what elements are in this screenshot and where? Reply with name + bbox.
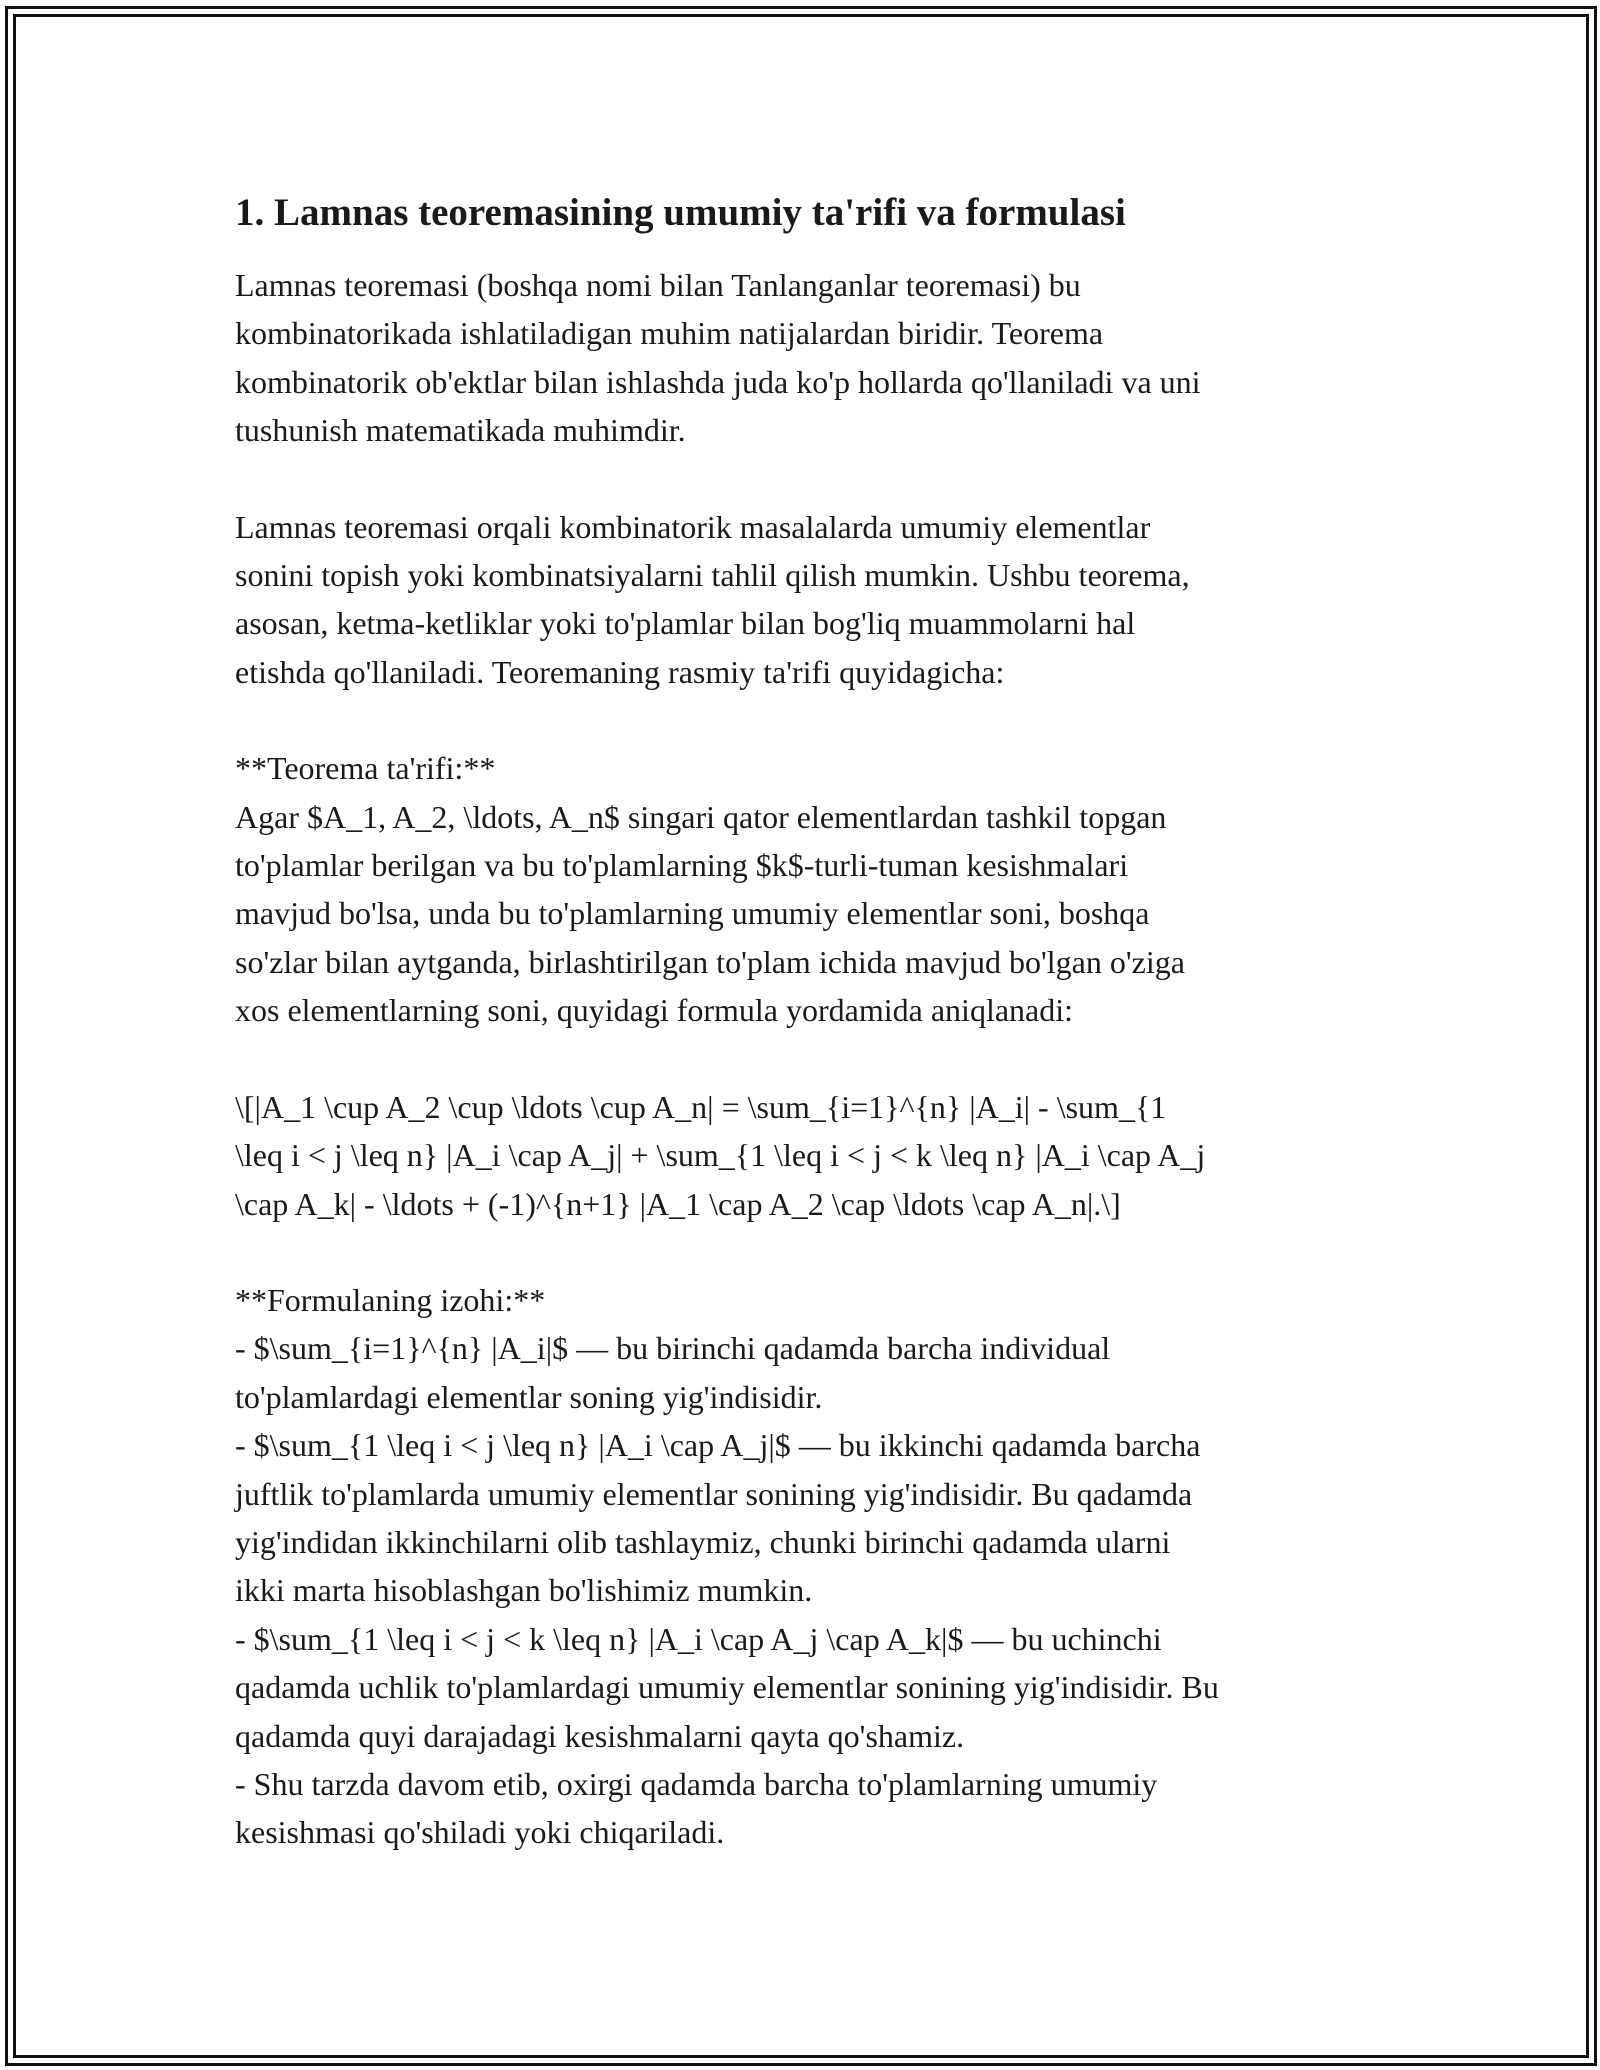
text-line: asosan, ketma-ketliklar yoki to'plamlar bilan bog'liq muammolarni hal bbox=[235, 605, 1136, 642]
list-item-line: juftlik to'plamlarda umumiy elementlar sonining yig'indisidir. Bu qadamda bbox=[235, 1475, 1193, 1512]
formula-line: \[|A_1 \cup A_2 \cup \ldots \cup A_n| = \sum_{i=1}^{n} |A_i| - \sum_{1 bbox=[235, 1088, 1167, 1125]
list-item-line: - $\sum_{1 \leq i < j < k \leq n} |A_i \cap A_j \cap A_k|$ — bu uchinchi bbox=[235, 1620, 1162, 1657]
formula-line: \leq i < j \leq n} |A_i \cap A_j| + \sum_{1 \leq i < j < k \leq n} |A_i \cap A_j bbox=[235, 1137, 1206, 1174]
list-item-line: to'plamlardagi elementlar soning yig'indisidir. bbox=[235, 1378, 823, 1415]
list-item-line: - $\sum_{1 \leq i < j \leq n} |A_i \cap A_j|$ — bu ikkinchi qadamda barcha bbox=[235, 1427, 1201, 1464]
text-line: kombinatorik ob'ektlar bilan ishlashda juda ko'p hollarda qo'llaniladi va uni bbox=[235, 363, 1201, 400]
paragraph-theorem-definition bbox=[235, 744, 1375, 1034]
list-item-line: qadamda quyi darajadagi kesishmalarni qayta qo'shamiz. bbox=[235, 1717, 965, 1754]
paragraph-intro bbox=[235, 261, 1375, 455]
text-line: Lamnas teoremasi (boshqa nomi bilan Tanlanganlar teoremasi) bu bbox=[235, 267, 1081, 303]
list-item-line: yig'indidan ikkinchilarni olib tashlaymiz, chunki birinchi qadamda ularni bbox=[235, 1523, 1171, 1560]
list-item-line: kesishmasi qo'shiladi yoki chiqariladi. bbox=[235, 1814, 725, 1851]
text-line: sonini topish yoki kombinatsiyalarni tahlil qilish mumkin. Ushbu teorema, bbox=[235, 557, 1190, 594]
document-body bbox=[235, 185, 1375, 1905]
theorem-label: **Teorema ta'rifi:** bbox=[235, 750, 496, 787]
text-line: so'zlar bilan aytganda, birlashtirilgan to'plam ichida mavjud bo'lgan o'ziga bbox=[235, 943, 1185, 980]
list-item-line: - Shu tarzda davom etib, oxirgi qadamda barcha to'plamlarning umumiy bbox=[235, 1765, 1158, 1802]
text-line: Agar $A_1, A_2, \ldots, A_n$ singari qator elementlardan tashkil topgan bbox=[235, 798, 1167, 835]
paragraph-formula bbox=[235, 1083, 1375, 1228]
list-item-line: ikki marta hisoblashgan bo'lishimiz mumkin. bbox=[235, 1572, 813, 1609]
text-line: mavjud bo'lsa, unda bu to'plamlarning umumiy elementlar soni, boshqa bbox=[235, 895, 1150, 932]
text-line: xos elementlarning soni, quyidagi formula yordamida aniqlanadi: bbox=[235, 992, 1074, 1029]
text-line: etishda qo'llaniladi. Teoremaning rasmiy ta'rifi quyidagicha: bbox=[235, 653, 1005, 690]
text-line: Lamnas teoremasi orqali kombinatorik masalalarda umumiy elementlar bbox=[235, 508, 1151, 545]
text-line: tushunish matematikada muhimdir. bbox=[235, 412, 686, 449]
formula-line: \cap A_k| - \ldots + (-1)^{n+1} |A_1 \cap A_2 \cap \ldots \cap A_n|.\] bbox=[235, 1185, 1121, 1222]
paragraph-formula-explanation bbox=[235, 1276, 1375, 1857]
list-item-line: qadamda uchlik to'plamlardagi umumiy elementlar sonining yig'indisidir. Bu bbox=[235, 1669, 1219, 1706]
paragraph-usage bbox=[235, 503, 1375, 697]
text-line: to'plamlar berilgan va bu to'plamlarning $k$-turli-tuman kesishmalari bbox=[235, 847, 1129, 884]
explanation-label: **Formulaning izohi:** bbox=[235, 1281, 546, 1318]
text-line: kombinatorikada ishlatiladigan muhim natijalardan biridir. Teorema bbox=[235, 315, 1104, 352]
list-item-line: - $\sum_{i=1}^{n} |A_i|$ — bu birinchi qadamda barcha individual bbox=[235, 1330, 1111, 1367]
section-heading: 1. Lamnas teoremasining umumiy ta'rifi va formulasi bbox=[235, 191, 1126, 234]
